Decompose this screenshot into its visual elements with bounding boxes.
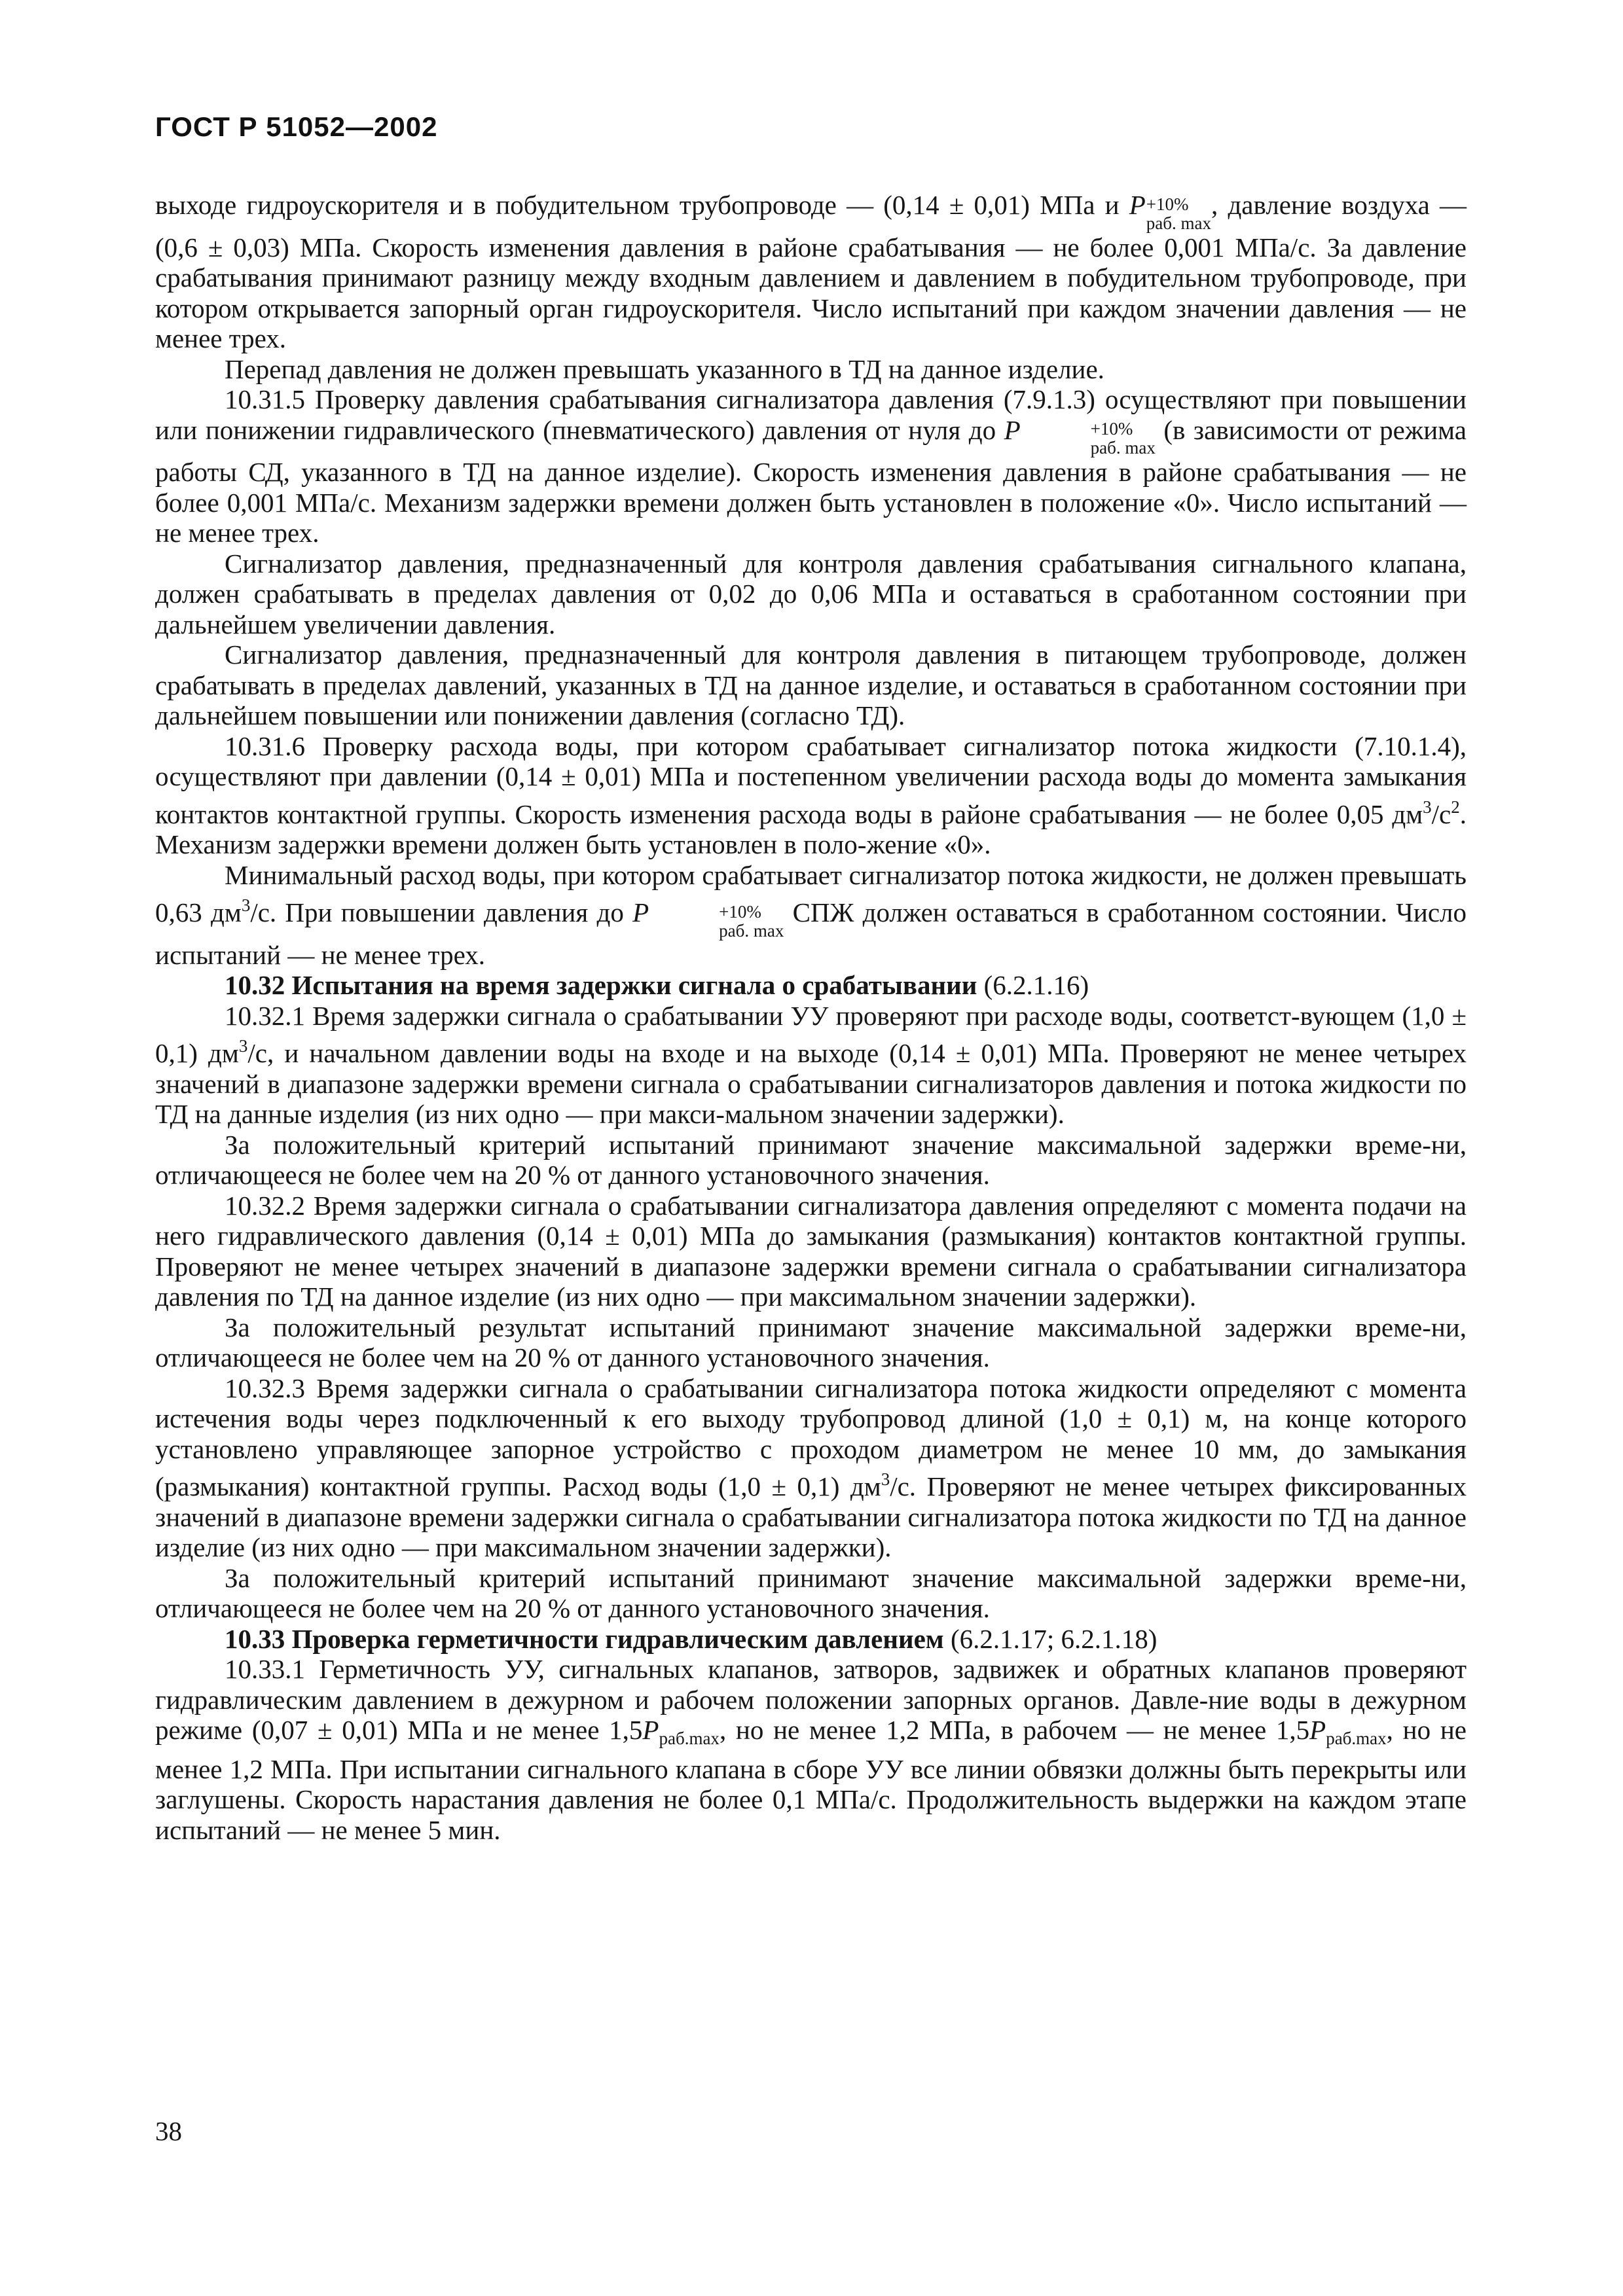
text-run: 10.32.1 Время задержки сигнала о срабатывании УУ проверяют при расходе воды, соответст-вующем (1,0 ± 0,1) дм (155, 1000, 1467, 1069)
working-max-subscript: раб.max (1326, 1729, 1387, 1749)
section-heading-10-33 (155, 1624, 1467, 1655)
unit-superscript: 3 (1423, 797, 1432, 817)
text-run: (в зависимости от режима работы СД, указанного в ТД на данное изделие). Скорость изменения давления в районе срабатывания — не более 0,001 МПа/с. Механизм задержки времени должен быть установлен в положение «0». Число испытаний — не менее трех. (155, 414, 1467, 548)
text-run: /с (1431, 798, 1451, 829)
text-run: Минимальный расход воды, при котором срабатывает сигнализатор потока жидкости, не должен превышать 0,63 дм (155, 859, 1467, 928)
paragraph-10-32-1 (155, 1001, 1467, 1130)
paragraph-10-32-2: 10.32.2 Время задержки сигнала о срабатывании сигнализатора давления определяют с момента подачи на него гидравлического давления (0,14 ± 0,01) МПа до замыкания (размыкания) контактов контактной группы. Проверяют не менее четырех значений в диапазоне задержки времени сигнала о срабатывании сигнализатора давления по ТД на данное изделие (из них одно — при максимальном значении задержки). (155, 1190, 1467, 1312)
paragraph-10-31-6 (155, 731, 1467, 860)
text-run: 10.32.3 Время задержки сигнала о срабатывании сигнализатора потока жидкости определяют с момента истечения воды через подключенный к его выходу трубопровод длиной (1,0 ± 0,1) м, на конце которого установлено управляющее запорное устройство с проходом диаметром не менее 10 мм, до замыкания (размыкания) контактной группы. Расход воды (1,0 ± 0,1) дм (155, 1372, 1467, 1502)
tolerance-superscript: +10% (719, 901, 761, 922)
pressure-indices (1021, 420, 1156, 457)
text-run: 10.31.5 Проверку давления срабатывания сигнализатора давления (7.9.1.3) осуществляют при повышении или понижении гидравлического (пневматического) давления от нуля до (155, 384, 1467, 445)
pressure-symbol: P (1309, 1715, 1326, 1746)
pressure-indices (649, 903, 784, 940)
text-run: , давление воздуха — (0,6 ± 0,03) МПа. Скорость изменения давления в районе срабатывания — не более 0,001 МПа/с. За давление срабатывания принимают разницу между входным давлением и давлением в побудительном трубопроводе, при котором открывается запорный орган гидроускорителя. Число испытаний при каждом значении давления — не менее трех. (155, 190, 1467, 354)
unit-superscript: 2 (1451, 797, 1460, 817)
text-run: 10.31.6 Проверку расхода воды, при котором срабатывает сигнализатор потока жидкости (7.10.1.4), осуществляют при давлении (0,14 ± 0,01) МПа и постепенном увеличении расхода воды до момента замыкания контактов контактной группы. Скорость изменения расхода воды в районе срабатывания — не более 0,05 дм (155, 730, 1467, 829)
paragraph-10-33-1 (155, 1654, 1467, 1845)
paragraph-continuation (155, 190, 1467, 354)
document-body (155, 190, 1467, 1845)
working-max-subscript: раб. max (1146, 213, 1211, 233)
text-run: , но не менее 1,2 МПа, в рабочем — не менее 1,5 (719, 1715, 1310, 1746)
pressure-symbol: P (1004, 414, 1021, 445)
text-run: выходе гидроускорителя и в побудительном трубопроводе — (0,14 ± 0,01) МПа и (155, 190, 1129, 220)
working-max-subscript: раб.max (659, 1729, 720, 1749)
text-run: СПЖ должен оставаться в сработанном состоянии. Число испытаний — не менее трех. (155, 897, 1467, 970)
paragraph-supply-pipe-sensor: Сигнализатор давления, предназначенный для контроля давления в питающем трубопроводе, должен срабатывать в пределах давлений, указанных в ТД на данное изделие, и оставаться в сработанном состоянии при дальнейшем повышении или понижении давления (согласно ТД). (155, 639, 1467, 731)
pressure-symbol: P (1129, 190, 1146, 220)
unit-superscript: 3 (881, 1469, 890, 1490)
pressure-indices (1146, 196, 1211, 232)
page-number: 38 (155, 2116, 182, 2146)
unit-superscript: 3 (238, 1036, 248, 1056)
section-title: 10.32 Испытания на время задержки сигнала о срабатывании (225, 970, 977, 1001)
text-run: 10.33.1 Герметичность УУ, сигнальных клапанов, затворов, задвижек и обратных клапанов проверяют гидравлическим давлением в дежурном и рабочем положении запорных органов. Давле-ние воды в дежурном режиме (0,07 ± 0,01) МПа и не менее 1,5 (155, 1654, 1467, 1746)
section-title: 10.33 Проверка герметичности гидравлическим давлением (225, 1623, 944, 1654)
paragraph-10-32-3 (155, 1373, 1467, 1563)
paragraph-criterion-3: За положительный критерий испытаний принимают значение максимальной задержки време-ни, отличающееся не более чем на 20 % от данного установочного значения. (155, 1562, 1467, 1624)
pressure-symbol: P (642, 1715, 659, 1746)
paragraph-10-31-5 (155, 384, 1467, 548)
paragraph-min-flow (155, 860, 1467, 971)
paragraph-criterion-2: За положительный результат испытаний принимают значение максимальной задержки време-ни, отличающееся не более чем на 20 % от данного установочного значения. (155, 1312, 1467, 1373)
text-run: /с, и начальном давлении воды на входе и на выходе (0,14 ± 0,01) МПа. Проверяют не менее четырех значений в диапазоне задержки времени сигнала о срабатывании сигнализаторов давления и потока жидкости по ТД на данные изделия (из них одно — при макси-мальном значении задержки). (155, 1038, 1467, 1130)
working-max-subscript: раб. max (1090, 438, 1156, 458)
section-reference: (6.2.1.16) (977, 970, 1089, 1001)
text-run: /с. Проверяют не менее четырех фиксированных значений в диапазоне времени задержки сигнала о срабатывании сигнализатора потока жидкости по ТД на данное изделие (из них одно — при максимальном значении задержки). (155, 1471, 1467, 1563)
tolerance-superscript: +10% (1090, 419, 1133, 439)
paragraph-criterion-1: За положительный критерий испытаний принимают значение максимальной задержки време-ни, отличающееся не более чем на 20 % от данного установочного значения. (155, 1129, 1467, 1191)
paragraph-signal-valve-sensor: Сигнализатор давления, предназначенный для контроля давления срабатывания сигнального клапана, должен срабатывать в пределах давления от 0,02 до 0,06 МПа и оставаться в сработанном состоянии при дальнейшем увеличении давления. (155, 548, 1467, 639)
text-run: /с. При повышении давления до (250, 897, 633, 928)
working-max-subscript: раб. max (719, 920, 784, 941)
paragraph-pressure-drop: Перепад давления не должен превышать указанного в ТД на данное изделие. (225, 353, 1104, 384)
text-run: , но не менее 1,2 МПа. При испытании сигнального клапана в сборе УУ все линии обвязки должны быть перекрыты или заглушены. Скорость нарастания давления не более 0,1 МПа/с. Продолжительность выдержки на каждом этапе испытаний — не менее 5 мин. (155, 1715, 1467, 1845)
text-run: . Механизм задержки времени должен быть установлен в поло-жение «0». (155, 798, 1467, 860)
unit-superscript: 3 (241, 895, 251, 916)
section-heading-10-32 (155, 970, 1467, 1001)
document-header: ГОСТ Р 51052—2002 (155, 111, 438, 142)
pressure-symbol: P (632, 897, 649, 928)
tolerance-superscript: +10% (1146, 194, 1189, 214)
section-reference: (6.2.1.17; 6.2.1.18) (943, 1623, 1158, 1654)
